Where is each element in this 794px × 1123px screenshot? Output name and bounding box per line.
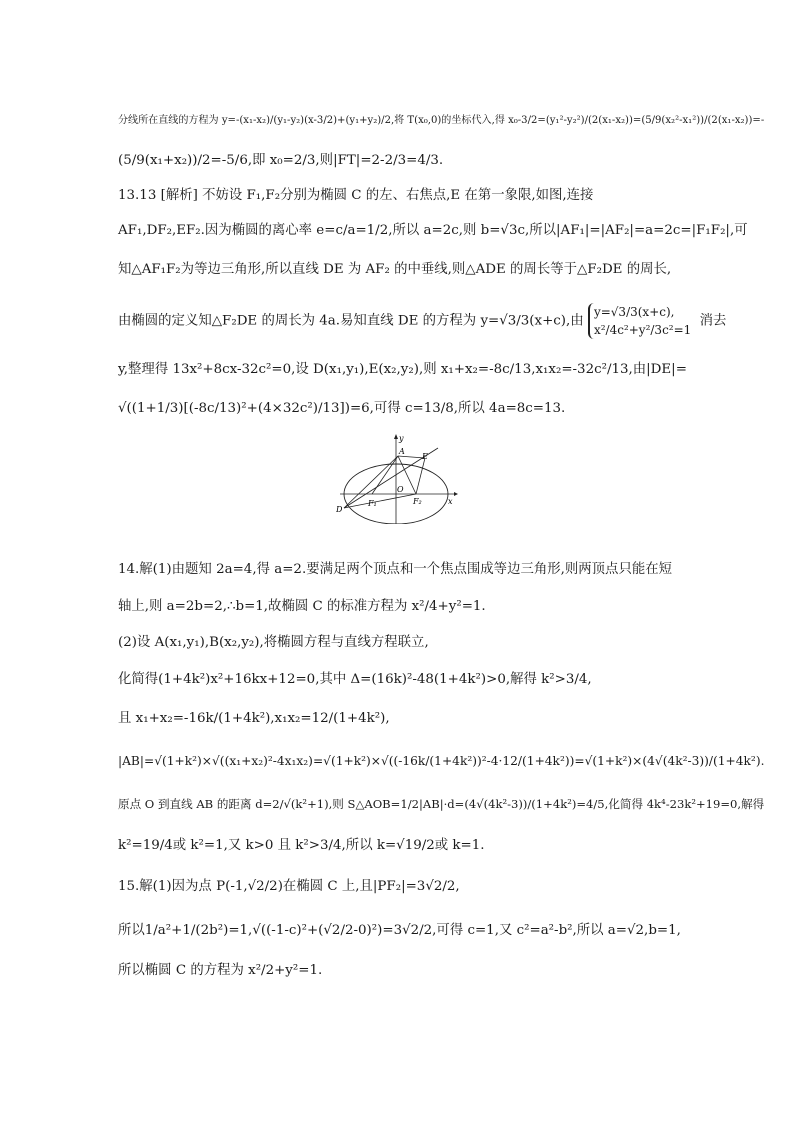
text-fragment: 消去 (699, 313, 727, 329)
segment-ef2 (416, 458, 425, 494)
label-e: E (422, 452, 428, 461)
ellipse-figure (336, 432, 460, 524)
system-equation-2: x²/4c²+y²/3c²=1 (593, 323, 692, 337)
text-line: 所以1/a²+1/(2b²)=1,√((-1-c)²+(√2/2-0)²)=3√2/2,可得 c=1,又 c²=a²-b²,所以 a=√2,b=1, (118, 923, 681, 938)
label-y: y (399, 434, 404, 443)
text-line: 原点 O 到直线 AB 的距离 d=2/√(k²+1),则 S△AOB=1/2|AB|·d=(4√(4k²-3))/(1+4k²)=4/5,化简得 4k⁴-23k²+19=0,解得 (118, 797, 765, 811)
solution-15-heading: 15.解(1)因为点 P(-1,√2/2)在椭圆 C 上,且|PF₂|=3√2/2, (118, 879, 460, 894)
text-fragment: 由椭圆的定义知△F₂DE 的周长为 4a.易知直线 DE 的方程为 y=√3/3(x+c),由 (118, 313, 584, 329)
solution-13-heading: 13.13 [解析] 不妨设 F₁,F₂分别为椭圆 C 的左、右焦点,E 在第一象限,如图,连接 (118, 188, 594, 203)
text-line: (2)设 A(x₁,y₁),B(x₂,y₂),将椭圆方程与直线方程联立, (118, 635, 429, 650)
text-line: AF₁,DF₂,EF₂.因为椭圆的离心率 e=c/a=1/2,所以 a=2c,则 b=√3c,所以|AF₁|=|AF₂|=a=2c=|F₁F₂|,可 (118, 223, 748, 238)
text-line: 且 x₁+x₂=-16k/(1+4k²),x₁x₂=12/(1+4k²), (118, 711, 390, 726)
text-line: |AB|=√(1+k²)×√((x₁+x₂)²-4x₁x₂)=√(1+k²)×√((-16k/(1+4k²))²-4·12/(1+4k²))=√(1+k²)×(4√(4k²-3))/(1+4k²). (118, 754, 765, 768)
text-line: k²=19/4或 k²=1,又 k>0 且 k²>3/4,所以 k=√19/2或 k=1. (118, 838, 485, 853)
text-line: 分线所在直线的方程为 y=-(x₁-x₂)/(y₁-y₂)(x-3/2)+(y₁+y₂)/2,将 T(x₀,0)的坐标代入,得 x₀-3/2=(y₁²-y₂²)/(2(x₁-x₂))=(5/9(x₂²-x₁²))/(2(x₁-x₂))=- (118, 115, 765, 126)
segment-af1 (372, 456, 398, 494)
text-line: 知△AF₁F₂为等边三角形,所以直线 DE 为 AF₂ 的中垂线,则△ADE 的周长等于△F₂DE 的周长, (118, 262, 672, 277)
x-axis-arrow-icon (454, 492, 458, 496)
text-line (118, 303, 727, 339)
text-line: y,整理得 13x²+8cx-32c²=0,设 D(x₁,y₁),E(x₂,y₂),则 x₁+x₂=-8c/13,x₁x₂=-32c²/13,由|DE|= (118, 362, 687, 377)
segment-ae (398, 456, 425, 458)
equation-system (588, 303, 695, 339)
y-axis-arrow-icon (394, 434, 398, 439)
label-x: x (448, 497, 453, 506)
system-equation-1: y=√3/3(x+c), (593, 305, 675, 319)
text-line: √((1+1/3)[(-8c/13)²+(4×32c²)/13])=6,可得 c=13/8,所以 4a=8c=13. (118, 401, 566, 416)
text-line: 化简得(1+4k²)x²+16kx+12=0,其中 Δ=(16k)²-48(1+4k²)>0,解得 k²>3/4, (118, 672, 592, 687)
label-f1: F₁ (368, 499, 377, 508)
label-a: A (399, 447, 405, 456)
text-line: 所以椭圆 C 的方程为 x²/2+y²=1. (118, 963, 323, 978)
label-d: D (336, 505, 343, 514)
solution-14-heading: 14.解(1)由题知 2a=4,得 a=2.要满足两个顶点和一个焦点围成等边三角形,则两顶点只能在短 (118, 562, 673, 577)
text-line: (5/9(x₁+x₂))/2=-5/6,即 x₀=2/3,则|FT|=2-2/3=4/3. (118, 153, 444, 168)
text-line: 轴上,则 a=2b=2,∴b=1,故椭圆 C 的标准方程为 x²/4+y²=1. (118, 599, 486, 614)
label-o: O (397, 485, 404, 494)
label-f2: F₂ (413, 497, 422, 506)
